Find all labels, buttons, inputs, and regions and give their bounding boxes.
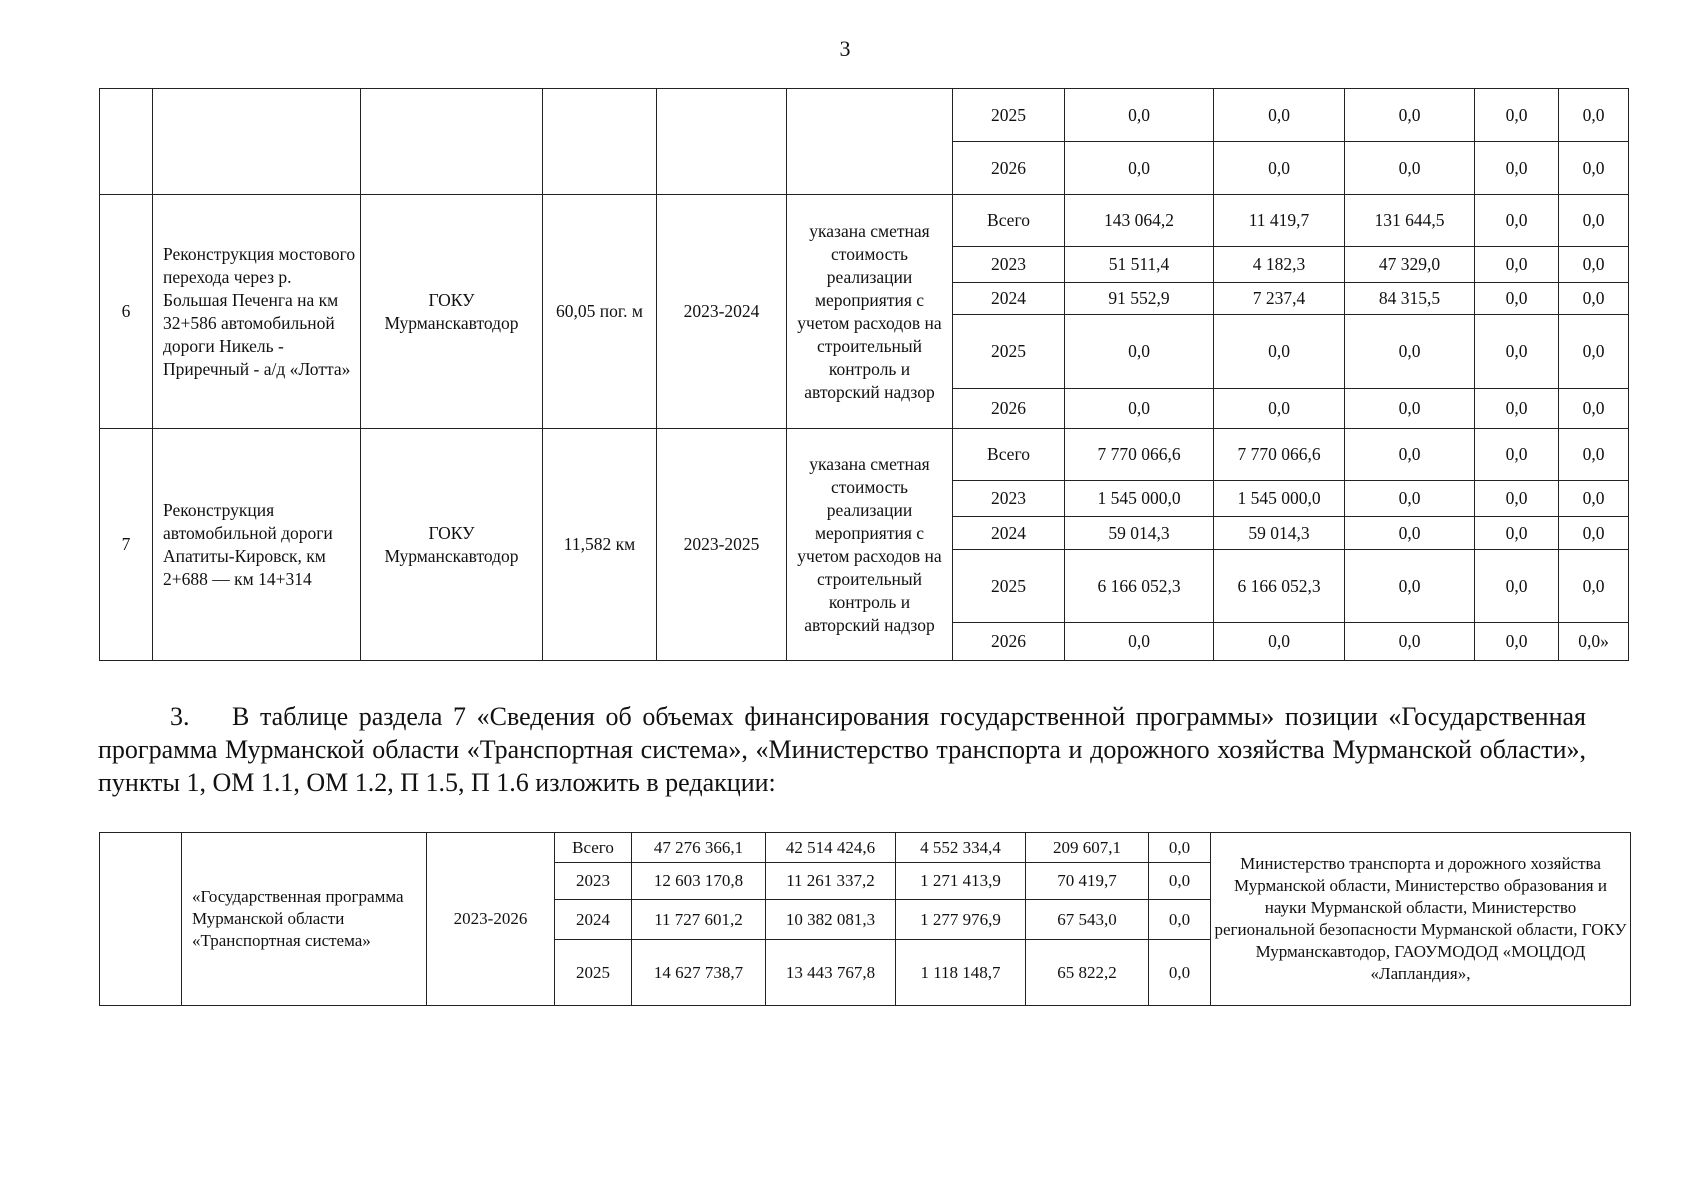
value-cell: 0,0 bbox=[1065, 623, 1214, 661]
executor-cell: ГОКУ Мурманскавтодор bbox=[361, 429, 543, 661]
value-cell: 11 261 337,2 bbox=[766, 863, 896, 900]
value-cell: 6 166 052,3 bbox=[1065, 550, 1214, 623]
num-cell: 7 bbox=[100, 429, 153, 661]
value-cell: 0,0 bbox=[1345, 389, 1475, 429]
capacity-cell: 11,582 км bbox=[543, 429, 657, 661]
year-cell: 2025 bbox=[953, 550, 1065, 623]
value-cell: 0,0 bbox=[1559, 550, 1629, 623]
value-cell: 0,0 bbox=[1475, 623, 1559, 661]
value-cell: 13 443 767,8 bbox=[766, 940, 896, 1006]
period-cell bbox=[657, 89, 787, 195]
value-cell: 1 277 976,9 bbox=[896, 900, 1026, 940]
value-cell: 0,0 bbox=[1475, 283, 1559, 315]
value-cell: 0,0 bbox=[1149, 833, 1211, 863]
name-cell: Реконструкция автомобильной дороги Апатиты-Кировск, км 2+688 — км 14+314 bbox=[153, 429, 361, 661]
value-cell: 1 118 148,7 bbox=[896, 940, 1026, 1006]
executor-cell: ГОКУ Мурманскавтодор bbox=[361, 195, 543, 429]
table-row bbox=[100, 833, 1631, 863]
value-cell: 65 822,2 bbox=[1026, 940, 1149, 1006]
capacity-cell: 60,05 пог. м bbox=[543, 195, 657, 429]
value-cell: 0,0 bbox=[1345, 315, 1475, 389]
financing-table bbox=[99, 832, 1631, 1006]
capacity-cell bbox=[543, 89, 657, 195]
value-cell: 0,0 bbox=[1065, 142, 1214, 195]
year-cell: 2023 bbox=[953, 247, 1065, 283]
value-cell: 1 545 000,0 bbox=[1214, 481, 1345, 517]
objects-table bbox=[99, 88, 1629, 661]
value-cell: 42 514 424,6 bbox=[766, 833, 896, 863]
value-cell: 0,0 bbox=[1214, 142, 1345, 195]
amendment-paragraph bbox=[98, 700, 1586, 799]
value-cell: 0,0 bbox=[1214, 623, 1345, 661]
value-cell: 1 545 000,0 bbox=[1065, 481, 1214, 517]
value-cell: 47 329,0 bbox=[1345, 247, 1475, 283]
value-cell: 0,0 bbox=[1345, 142, 1475, 195]
value-cell: 12 603 170,8 bbox=[632, 863, 766, 900]
table-row bbox=[100, 89, 1629, 142]
value-cell: 0,0 bbox=[1475, 142, 1559, 195]
value-cell: 7 237,4 bbox=[1214, 283, 1345, 315]
value-cell: 0,0 bbox=[1345, 429, 1475, 481]
value-cell: 0,0 bbox=[1475, 481, 1559, 517]
value-cell: 0,0 bbox=[1559, 283, 1629, 315]
value-cell: 51 511,4 bbox=[1065, 247, 1214, 283]
table-row bbox=[100, 195, 1629, 247]
value-cell: 91 552,9 bbox=[1065, 283, 1214, 315]
period-cell: 2023-2026 bbox=[427, 833, 555, 1006]
year-cell: 2026 bbox=[953, 623, 1065, 661]
value-cell: 0,0 bbox=[1475, 89, 1559, 142]
value-cell: 11 727 601,2 bbox=[632, 900, 766, 940]
executors-cell: Министерство транспорта и дорожного хозяйства Мурманской области, Министерство образования и науки Мурманской области, Министерство региональной безопасности Мурманской области, ГОКУ Мурманскавтодор, ГАОУМОДОД «МОЦДОД «Лапландия», bbox=[1211, 833, 1631, 1006]
table-row bbox=[100, 429, 1629, 481]
year-cell: Всего bbox=[953, 195, 1065, 247]
executor-cell bbox=[361, 89, 543, 195]
year-cell: 2024 bbox=[953, 283, 1065, 315]
year-cell: 2025 bbox=[953, 315, 1065, 389]
value-cell: 0,0 bbox=[1559, 517, 1629, 550]
value-cell: 0,0 bbox=[1559, 389, 1629, 429]
year-cell: Всего bbox=[953, 429, 1065, 481]
page-number: 3 bbox=[839, 36, 851, 61]
value-cell: 0,0 bbox=[1149, 900, 1211, 940]
value-cell: 0,0 bbox=[1345, 623, 1475, 661]
value-cell: 14 627 738,7 bbox=[632, 940, 766, 1006]
value-cell: 1 271 413,9 bbox=[896, 863, 1026, 900]
value-cell: 0,0 bbox=[1065, 89, 1214, 142]
year-cell: 2023 bbox=[555, 863, 632, 900]
paragraph-number: 3. bbox=[170, 702, 190, 731]
value-cell: 0,0 bbox=[1475, 517, 1559, 550]
value-cell: 131 644,5 bbox=[1345, 195, 1475, 247]
value-cell: 0,0 bbox=[1475, 247, 1559, 283]
num-cell bbox=[100, 833, 182, 1006]
value-cell: 0,0 bbox=[1065, 315, 1214, 389]
year-cell: 2024 bbox=[555, 900, 632, 940]
value-cell: 84 315,5 bbox=[1345, 283, 1475, 315]
value-cell: 209 607,1 bbox=[1026, 833, 1149, 863]
value-cell: 4 182,3 bbox=[1214, 247, 1345, 283]
program-name-cell: «Государственная программа Мурманской области «Транспортная система» bbox=[182, 833, 427, 1006]
value-cell: 59 014,3 bbox=[1214, 517, 1345, 550]
value-cell: 7 770 066,6 bbox=[1065, 429, 1214, 481]
value-cell: 6 166 052,3 bbox=[1214, 550, 1345, 623]
value-cell: 0,0 bbox=[1559, 481, 1629, 517]
year-cell: 2024 bbox=[953, 517, 1065, 550]
value-cell: 0,0 bbox=[1149, 940, 1211, 1006]
value-cell: 0,0 bbox=[1559, 247, 1629, 283]
value-cell: 0,0 bbox=[1559, 142, 1629, 195]
value-cell: 0,0 bbox=[1475, 429, 1559, 481]
year-cell: 2023 bbox=[953, 481, 1065, 517]
value-cell: 0,0 bbox=[1345, 481, 1475, 517]
value-cell: 0,0 bbox=[1345, 89, 1475, 142]
value-cell: 0,0 bbox=[1214, 315, 1345, 389]
value-cell: 10 382 081,3 bbox=[766, 900, 896, 940]
year-cell: 2026 bbox=[953, 389, 1065, 429]
value-cell: 0,0 bbox=[1475, 389, 1559, 429]
value-cell: 0,0 bbox=[1149, 863, 1211, 900]
value-cell: 0,0 bbox=[1475, 315, 1559, 389]
period-cell: 2023-2024 bbox=[657, 195, 787, 429]
value-cell: 0,0 bbox=[1214, 389, 1345, 429]
value-cell: 0,0 bbox=[1559, 195, 1629, 247]
value-cell: 4 552 334,4 bbox=[896, 833, 1026, 863]
value-cell: 7 770 066,6 bbox=[1214, 429, 1345, 481]
value-cell: 0,0 bbox=[1559, 315, 1629, 389]
year-cell: 2026 bbox=[953, 142, 1065, 195]
paragraph-text: В таблице раздела 7 «Сведения об объемах финансирования государственной программы» позиции «Государственная программа Мурманской области «Транспортная система», «Министерство транспорта и дорожного хозяйства Мурманской области», пункты 1, ОМ 1.1, ОМ 1.2, П 1.5, П 1.6 изложить в редакции: bbox=[98, 702, 1586, 797]
year-cell: Всего bbox=[555, 833, 632, 863]
value-cell: 47 276 366,1 bbox=[632, 833, 766, 863]
period-cell: 2023-2025 bbox=[657, 429, 787, 661]
name-cell bbox=[153, 89, 361, 195]
note-cell: указана сметная стоимость реализации мероприятия с учетом расходов на строительный контроль и авторский надзор bbox=[787, 195, 953, 429]
value-cell: 0,0 bbox=[1475, 550, 1559, 623]
num-cell bbox=[100, 89, 153, 195]
value-cell: 11 419,7 bbox=[1214, 195, 1345, 247]
value-cell: 59 014,3 bbox=[1065, 517, 1214, 550]
year-cell: 2025 bbox=[953, 89, 1065, 142]
value-cell: 67 543,0 bbox=[1026, 900, 1149, 940]
value-cell: 143 064,2 bbox=[1065, 195, 1214, 247]
value-cell: 0,0 bbox=[1345, 550, 1475, 623]
value-cell: 0,0 bbox=[1559, 429, 1629, 481]
note-cell: указана сметная стоимость реализации мероприятия с учетом расходов на строительный контроль и авторский надзор bbox=[787, 429, 953, 661]
value-cell: 0,0 bbox=[1065, 389, 1214, 429]
value-cell: 0,0 bbox=[1214, 89, 1345, 142]
value-cell: 70 419,7 bbox=[1026, 863, 1149, 900]
year-cell: 2025 bbox=[555, 940, 632, 1006]
value-cell: 0,0 bbox=[1475, 195, 1559, 247]
value-cell: 0,0 bbox=[1559, 89, 1629, 142]
num-cell: 6 bbox=[100, 195, 153, 429]
value-cell: 0,0» bbox=[1559, 623, 1629, 661]
name-cell: Реконструкция мостового перехода через р. Большая Печенга на км 32+586 автомобильной дороги Никель - Приречный - а/д «Лотта» bbox=[153, 195, 361, 429]
note-cell bbox=[787, 89, 953, 195]
value-cell: 0,0 bbox=[1345, 517, 1475, 550]
